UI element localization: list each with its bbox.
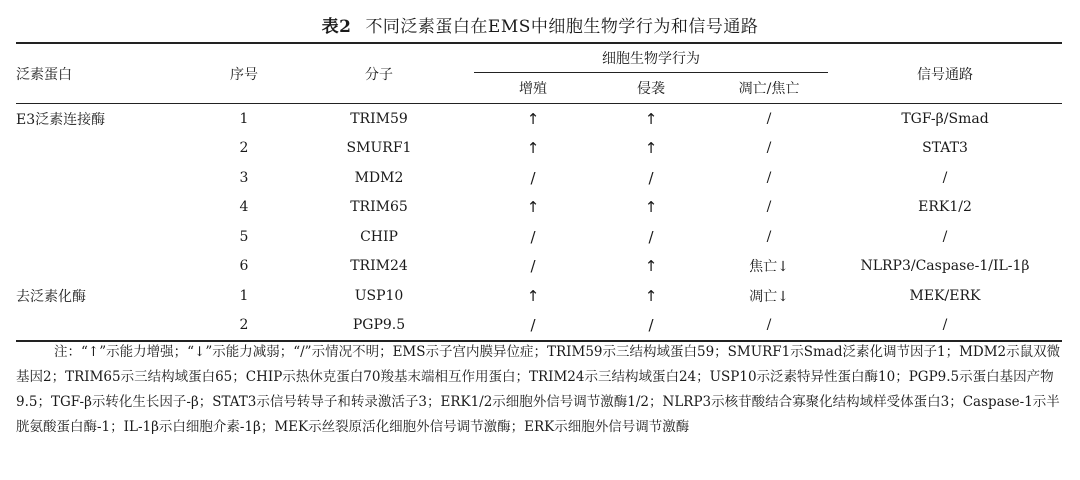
death-cell: / [766, 110, 772, 127]
proliferation-cell: ↑ [526, 198, 540, 217]
group-cell [16, 134, 204, 164]
death-cell: / [766, 228, 772, 245]
header-index: 序号 [230, 66, 258, 83]
header-behavior: 细胞生物学行为 [474, 43, 828, 73]
table-title: 不同泛素蛋白在EMS中细胞生物学行为和信号通路 [365, 17, 759, 37]
proliferation-cell: / [530, 168, 536, 187]
proliferation-cell: ↑ [526, 286, 540, 305]
death-cell: / [766, 199, 772, 216]
pathway-cell: / [942, 317, 948, 334]
table-row [16, 163, 1062, 193]
proliferation-cell: ↑ [526, 139, 540, 158]
invasion-cell: / [648, 168, 654, 187]
group-cell [16, 222, 204, 252]
header-invasion: 侵袭 [637, 81, 665, 97]
table-row [16, 134, 1062, 164]
molecule-cell: TRIM24 [350, 258, 408, 275]
invasion-cell: ↑ [644, 109, 658, 128]
molecule-cell: TRIM65 [350, 199, 408, 216]
data-table [16, 42, 1062, 342]
pathway-cell: / [942, 228, 948, 245]
group-cell [16, 252, 204, 282]
death-cell: / [766, 317, 772, 334]
proliferation-cell: / [530, 316, 536, 335]
death-cell: / [766, 140, 772, 157]
table-note: 注：“↑”示能力增强；“↓”示能力减弱；“/”示情况不明；EMS示子宫内膜异位症；TRIM59示三结构域蛋白59；SMURF1示Smad泛素化调节因子1；MDM2示鼠双微基因2；TRIM65示三结构域蛋白65；CHIP示热休克蛋白70羧基末端相互作用蛋白；TRIM24示三结构域蛋白24；USP10示泛素特异性蛋白酶10；PGP9.5示蛋白基因产物9.5；TGF-β示转化生长因子-β；STAT3示信号转导子和转录激活子3；ERK1/2示细胞外信号调节激酶1/2；NLRP3示核苷酸结合寡聚化结构域样受体蛋白3；Caspase-1示半胱氨酸蛋白酶-1；IL-1β示白细胞介素-1β；MEK示丝裂原活化细胞外信号调节激酶；ERK示细胞外信号调节激酶 [16, 344, 1061, 435]
table-caption [0, 12, 1080, 37]
proliferation-cell: / [530, 257, 536, 276]
index-cell: 1 [239, 287, 249, 304]
header-molecule: 分子 [365, 66, 393, 83]
molecule-cell: TRIM59 [350, 110, 408, 127]
index-cell: 4 [239, 199, 249, 216]
death-cell: / [766, 169, 772, 186]
molecule-cell: PGP9.5 [352, 317, 406, 334]
group-cell [16, 193, 204, 223]
index-cell: 2 [239, 140, 249, 157]
invasion-cell: / [648, 316, 654, 335]
table-row [16, 222, 1062, 252]
proliferation-cell: / [530, 227, 536, 246]
molecule-cell: MDM2 [354, 169, 404, 186]
table-body [16, 104, 1062, 342]
index-cell: 6 [239, 258, 249, 275]
header-proliferation: 增殖 [519, 81, 547, 97]
index-cell: 1 [239, 110, 249, 127]
invasion-cell: ↑ [644, 198, 658, 217]
pathway-cell: TGF-β/Smad [901, 110, 989, 127]
index-cell: 3 [239, 169, 249, 186]
invasion-cell: ↑ [644, 286, 658, 305]
group-cell: 去泛素化酶 [16, 288, 86, 305]
table-label: 表2 [321, 17, 352, 37]
pathway-cell: STAT3 [922, 140, 968, 157]
pathway-cell: NLRP3/Caspase-1/IL-1β [860, 258, 1030, 275]
header-protein: 泛素蛋白 [16, 66, 72, 83]
invasion-cell: / [648, 227, 654, 246]
table-row [16, 252, 1062, 282]
invasion-cell: ↑ [644, 257, 658, 276]
group-cell [16, 311, 204, 342]
death-cell: 凋亡↓ [749, 288, 789, 305]
index-cell: 5 [239, 228, 249, 245]
table-row [16, 311, 1062, 342]
header-death: 凋亡/焦亡 [738, 81, 800, 97]
invasion-cell: ↑ [644, 139, 658, 158]
table-row [16, 281, 1062, 311]
group-cell [16, 163, 204, 193]
molecule-cell: USP10 [354, 287, 404, 304]
index-cell: 2 [239, 317, 249, 334]
death-cell: 焦亡↓ [749, 259, 789, 276]
pathway-cell: MEK/ERK [909, 287, 981, 304]
header-pathway: 信号通路 [917, 66, 973, 83]
pathway-cell: / [942, 169, 948, 186]
table-row [16, 193, 1062, 223]
molecule-cell: CHIP [360, 228, 398, 245]
molecule-cell: SMURF1 [346, 140, 412, 157]
pathway-cell: ERK1/2 [918, 199, 972, 216]
proliferation-cell: ↑ [526, 109, 540, 128]
group-cell: E3泛素连接酶 [16, 111, 106, 128]
table-row [16, 104, 1062, 134]
